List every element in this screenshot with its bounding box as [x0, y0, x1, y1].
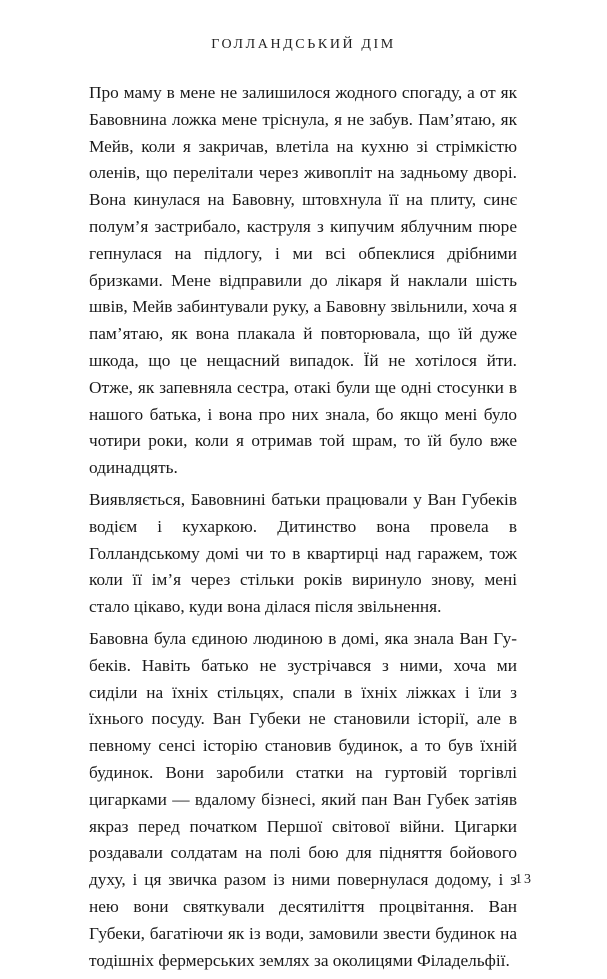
paragraph-2: Виявляється, Бавовнині батьки працювали у Ван Губеків водієм і кухаркою. Дитинство вона провела в Голландському домі чи то в квартирці над гаражем, тож коли її ім’я через стільки років виринуло знову, мені стало цікаво, куди вона ділася після звільнення.	[89, 489, 517, 617]
paragraph-3: Бавовна була єдиною людиною в домі, яка знала Ван Губеків. Навіть батько не зустрічався з ними, хоча ми сиділи на їхніх стільцях, спали в їхніх ліжках і їли з їхнього посуду. Ван Губеки не становили історії, але в певному сенсі історію становив будинок, а то був їхній будинок. Вони заробили статки на гуртовій торгівлі цигарками — вдалому бізнесі, який пан Ван Губек затіяв якраз перед початком Першої світової війни. Цигарки роздавали солдатам на полі бою для підняття бойового духу, і ця звичка разом із ними повернулася додому, і з нею вони святкували десятиліття процвітання. Ван Губеки, багатіючи як із води, замовили звести будинок на тодішніх фермерських землях за околицями Філадельфії.	[89, 628, 517, 970]
running-head: ГОЛЛАНДСЬКИЙ ДІМ	[211, 37, 396, 52]
page-number: 13	[515, 872, 533, 887]
body-text	[89, 80, 517, 979]
paragraph-1: Про маму в мене не залишилося жодного спогаду, а от як Бавовнина ложка мене тріснула, я не забув. Пам’ятаю, як Мейв, коли я закричав, влетіла на кухню зі стрімкістю оленів, що перелітали через живопліт на задньому дворі. Вона кинулася на Бавовну, штовхнула її на плиту, синє полум’я застрибало, каструля з кипучим яблучним пюре гепнулася на підлогу, і ми всі обпеклися дрібними бризками. Мене відправили до лікаря й наклали шість швів, Мейв забинтували руку, а Бавовну звільнили, хоча я пам’ятаю, як вона плакала й повторювала, що їй дуже шкода, що це нещасний випадок. Їй не хотілося йти. Отже, як запевняла сестра, отакі були ще одні стосунки в нашого батька, і вона про них знала, бо якщо мені було чотири роки, коли я отримав той шрам, то їй було вже одинадцять.	[89, 83, 517, 478]
